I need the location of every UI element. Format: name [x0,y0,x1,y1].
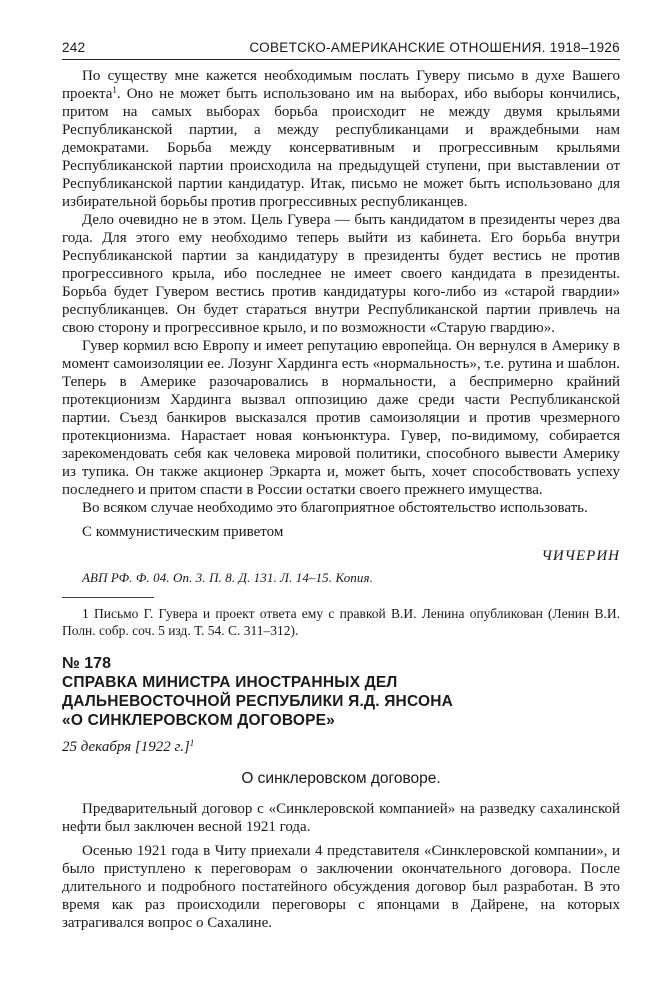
letter-paragraph-1-start: По существу мне кажется необходимым послать Гуверу письмо в духе Вашего проекта [62,68,620,102]
book-page [62,0,620,991]
running-title: СОВЕТСКО-АМЕРИКАНСКИЕ ОТНОШЕНИЯ. 1918–1926 [249,40,620,55]
document-date-footnote-ref: 1 [189,738,195,748]
archive-reference: АВП РФ. Ф. 04. Оп. 3. П. 8. Д. 131. Л. 14–15. Копия. [82,570,374,585]
footnote-ref: 1 [112,85,117,95]
document-number: № 178 [62,655,111,672]
footnote-rule [62,597,154,598]
document-heading: О синклеровском договоре. [241,770,441,787]
letter-paragraph-1 [62,67,620,211]
document-title [62,673,620,730]
letter-closing: С коммунистическим приветом [82,524,284,540]
page-body [62,67,620,932]
page-number: 242 [62,40,86,55]
footnote-mark: 1 [82,606,89,621]
letter-paragraph-4: Во всяком случае необходимо это благоприятное обстоятельство использовать. [82,500,588,516]
document-title-line-3: «О СИНКЛЕРОВСКОМ ДОГОВОРЕ» [62,712,336,729]
footnote [62,605,620,639]
document-paragraph-1: Предварительный договор с «Синклеровской компанией» на разведку сахалинской нефти был заключен весной 1921 года. [62,801,620,835]
document-title-line-1: СПРАВКА МИНИСТРА ИНОСТРАННЫХ ДЕЛ [62,674,398,691]
header-rule [62,59,620,60]
letter-paragraph-1-rest: . Оно не может быть использовано им на выборах, ибо выборы кончились, притом на самых выборах борьба происходит не между двумя крыльями Республиканской партии, а между республиканцами и враждебными нам демократами. Борьба между консервативным и прогрессивным крыльями Республиканской партии происходила на предыдущей ступени, при выставлении от Республиканской партии кандидатур. Итак, письмо не может быть использовано для избирательной борьбы против прогрессивных республиканцев. [62,86,620,210]
document-date [62,738,620,756]
document-title-line-2: ДАЛЬНЕВОСТОЧНОЙ РЕСПУБЛИКИ Я.Д. ЯНСОНА [62,693,453,710]
document-paragraph-2: Осенью 1921 года в Читу приехали 4 представителя «Синклеровской компании», и было приступлено к переговорам о заключении окончательного договора. После длительного и подробного постатейного обсуждения договор был разработан. В это время как раз происходили переговоры с японцами в Дайрене, на которых затрагивался вопрос о Сахалине. [62,843,620,931]
signature: ЧИЧЕРИН [541,548,620,564]
letter-paragraph-2: Дело очевидно не в этом. Цель Гувера — быть кандидатом в президенты через два года. Для этого ему необходимо теперь выйти из кабинета. Его борьба внутри Республиканской партии за кандидатуру в президенты будет вестись не против прогрессивного крыла, ибо последнее не имеет своего кандидата в президенты. Борьба будет Гувером вестись против кандидатуры кого-либо из «старой гвардии» республиканцев. Он будет стараться внутри Республиканской партии привлечь на свою сторону и прогрессивное крыло, и по возможности «Старую гвардию». [62,212,620,336]
running-header [62,40,620,60]
footnote-text: Письмо Г. Гувера и проект ответа ему с правкой В.И. Ленина опубликован (Ленин В.И. Полн. собр. соч. 5 изд. Т. 54. С. 311–312). [62,606,621,638]
document-date-text: 25 декабря [1922 г.] [62,739,190,755]
letter-paragraph-3: Гувер кормил всю Европу и имеет репутацию европейца. Он вернулся в Америку в момент самоизоляции ее. Лозунг Хардинга есть «нормальность», т.е. рутина и шаблон. Теперь в Америке разочаровались в нормальности, а беспримерно крайний протекционизм Хардинга вызвал оппозицию даже среди части Республиканской партии. Съезд банкиров высказался против самоизоляции и против чрезмерного протекционизма. Нарастает новая конъюнктура. Гувер, по-видимому, собирается зарекомендовать себя как человека мировой политики, способного вывести Америку из тупика. Он также акционер Эркарта и, может быть, хочет способствовать успеху последнего и притом спасти в России остатки своего прежнего имущества. [62,338,620,498]
